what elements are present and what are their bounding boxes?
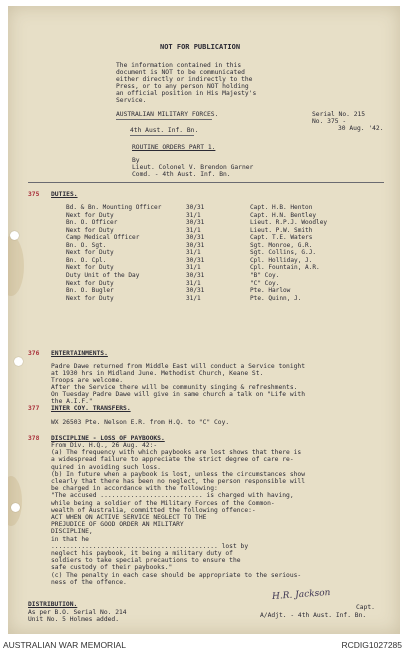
commander-name: Lieut. Colonel V. Brendon Garner (132, 164, 254, 171)
body-line: clearly that there has been no neglect, the person responsible will (51, 478, 306, 485)
order-number: No. 375 - (312, 118, 347, 125)
underline-rule (130, 135, 194, 136)
body-line: (c) The penalty in each case should be appropriate to the serious- (51, 571, 302, 579)
body-line: WX 26503 Pte. Nelson E.R. from H.Q. to "C" Coy. (51, 419, 230, 426)
notice-line: Service. (116, 97, 147, 104)
duty-date: 31/1 (186, 279, 201, 287)
body-line: "The accused ........................... is charged with having, (51, 492, 294, 500)
duty-date: 30/31 (186, 204, 205, 211)
duty-person: Sgt. Collins, G.J. (250, 249, 317, 257)
archive-footer (0, 636, 406, 654)
body-line: ness of the offence. (51, 578, 127, 586)
body-line: (a) The frequency with which paybooks are lost shows that there is (51, 449, 302, 457)
section-number-378: 378 (28, 435, 40, 442)
body-line: soldiers to take special precautions to ensure the (51, 557, 241, 565)
duty-person: Cpl. Fountain, A.R. (250, 264, 320, 272)
duty-person: "B" Coy. (250, 271, 280, 279)
notice-line: either directly or indirectly to the (116, 76, 253, 83)
body-line: the A.I.F." (51, 398, 93, 405)
duty-person: "C" Coy. (250, 279, 280, 287)
paper-stain (8, 236, 24, 296)
duty-person: Capt. T.E. Waters (250, 234, 313, 242)
classification-heading: NOT FOR PUBLICATION (160, 43, 241, 51)
body-line: a widespread failure to appreciate the strict degree of care re- (51, 456, 294, 464)
duty-role: Next for Duty (66, 264, 114, 272)
duty-date: 31/1 (186, 249, 201, 257)
duty-row (66, 212, 386, 219)
duty-role: Bn. O. Cpl. (66, 256, 107, 264)
body-line: at 1930 hrs in Midland June. Methodist Church, Keane St. (51, 370, 264, 377)
duty-row (66, 242, 386, 249)
duty-date: 31/1 (186, 226, 201, 234)
body-line: (b) In future when a paybook is lost, unless the circumstances show (51, 470, 306, 478)
duty-role: Next for Duty (66, 226, 114, 234)
duty-person: Lieut. P.W. Smith (250, 226, 313, 234)
signature-rank: Capt. (356, 604, 375, 611)
body-line: ACT WHEN ON ACTIVE SERVICE NEGLECT TO THE (51, 514, 207, 521)
by-label: By (132, 157, 140, 164)
duty-date: 30/31 (186, 271, 205, 279)
duty-role: Next for Duty (66, 211, 114, 219)
duty-date: 31/1 (186, 294, 201, 302)
duty-person: Cpl. Holliday, J. (250, 256, 313, 264)
duty-row (66, 204, 386, 211)
duty-person: Sgt. Monroe, G.R. (250, 241, 313, 249)
body-line: From Div. H.Q., 26 Aug. 42:- (51, 442, 158, 449)
duty-row (66, 272, 386, 279)
body-line: PREJUDICE OF GOOD ORDER AN MILITARY (51, 521, 184, 529)
duty-row (66, 264, 386, 271)
duty-row (66, 295, 386, 302)
notice-line: The information contained in this (116, 62, 242, 69)
body-line: quired in avoiding such loss. (51, 463, 161, 471)
punch-hole (11, 503, 20, 512)
unit-name: 4th Aust. Inf. Bn. (130, 127, 199, 134)
section-title-transfers: INTER COY. TRANSFERS. (51, 405, 131, 412)
underline-rule (116, 119, 212, 120)
archive-name: AUSTRALIAN WAR MEMORIAL (3, 640, 126, 650)
body-line: ............................................ lost by (51, 542, 249, 550)
punch-hole (14, 357, 23, 366)
duty-role: Bn. O. Officer (66, 219, 118, 227)
punch-hole (10, 231, 19, 240)
duty-row (66, 287, 386, 294)
body-line: On Tuesday Padre Dawe will give in same church a talk on "Life with (51, 391, 306, 398)
section-title-discipline: DISCIPLINE - LOSS OF PAYBOOKS. (51, 435, 165, 442)
body-line: be charged in accordance with the following: (51, 485, 218, 493)
duty-role: Bd. & Bn. Mounting Officer (66, 204, 162, 211)
body-line: neglect his paybook, it being a military duty of (51, 550, 233, 557)
paper-stain (8, 476, 22, 526)
duty-person: Lieut. R.P.J. Woodley (250, 219, 328, 227)
body-line: in that he (51, 535, 89, 543)
force-title: AUSTRALIAN MILITARY FORCES. (116, 111, 219, 118)
duty-date: 30/31 (186, 234, 205, 242)
signature-role: A/Adjt. - 4th Aust. Inf. Bn. (260, 612, 367, 619)
orders-title: ROUTINE ORDERS PART 1. (132, 144, 216, 151)
distribution-line: As per B.O. Serial No. 214 (28, 609, 127, 616)
duty-role: Next for Duty (66, 279, 114, 287)
duty-person: Capt. H.B. Henton (250, 204, 313, 211)
duty-row (66, 257, 386, 264)
duty-date: 30/31 (186, 241, 205, 249)
duty-row (66, 227, 386, 234)
duty-row (66, 280, 386, 287)
body-line: After the Service there will be community singing & refreshments. (51, 384, 298, 391)
section-number-377: 377 (28, 405, 40, 412)
archive-id: RCDIG1027285 (341, 640, 402, 650)
section-divider (28, 182, 384, 183)
notice-line: an official position in His Majesty's (116, 90, 257, 97)
duty-role: Bn. O. Bugler (66, 287, 114, 295)
body-line: while being a soldier of the Military Forces of the Common- (51, 499, 275, 507)
duty-role: Bn. O. Sgt. (66, 241, 107, 249)
body-line: wealth of Australia, committed the following offence:- (51, 506, 256, 514)
duty-date: 30/31 (186, 287, 205, 295)
distribution-line: Unit No. 5 Holmes added. (28, 616, 119, 623)
duty-person: Pte. Harlow (250, 287, 291, 295)
section-title-entertainments: ENTERTAINMENTS. (51, 350, 108, 357)
duty-person: Capt. H.N. Bentley (250, 211, 317, 219)
notice-line: document is NOT to be communicated (116, 69, 245, 76)
body-line: Troops are welcome. (51, 377, 124, 384)
duty-row (66, 234, 386, 241)
duty-date: 30/31 (186, 256, 205, 264)
body-line: Padre Dawe returned from Middle East will conduct a Service tonight (51, 363, 306, 370)
serial-number: Serial No. 215 (312, 111, 366, 118)
duty-role: Next for Duty (66, 294, 114, 302)
duty-role: Camp Medical Officer (66, 234, 140, 242)
section-title-duties: DUTIES. (51, 191, 78, 198)
duty-role: Duty Unit of the Day (66, 271, 140, 279)
duty-date: 31/1 (186, 264, 201, 272)
duty-person: Pte. Quinn, J. (250, 294, 302, 302)
duty-date: 31/1 (186, 211, 201, 219)
handwritten-signature: H.R. Jackson (271, 587, 331, 603)
duty-role: Next for Duty (66, 249, 114, 257)
order-date: 30 Aug. '42. (338, 125, 384, 132)
body-line: safe custody of their paybooks." (51, 564, 173, 572)
notice-line: Press, or to any person NOT holding (116, 83, 249, 90)
document-page (8, 6, 400, 634)
duty-row (66, 249, 386, 256)
body-line: DISCIPLINE, (51, 528, 93, 536)
duty-row (66, 219, 386, 226)
commander-role: Comd. - 4th Aust. Inf. Bn. (132, 171, 231, 178)
distribution-title: DISTRIBUTION. (28, 601, 78, 608)
section-number-375: 375 (28, 191, 40, 198)
section-number-376: 376 (28, 350, 40, 357)
duty-date: 30/31 (186, 219, 205, 227)
